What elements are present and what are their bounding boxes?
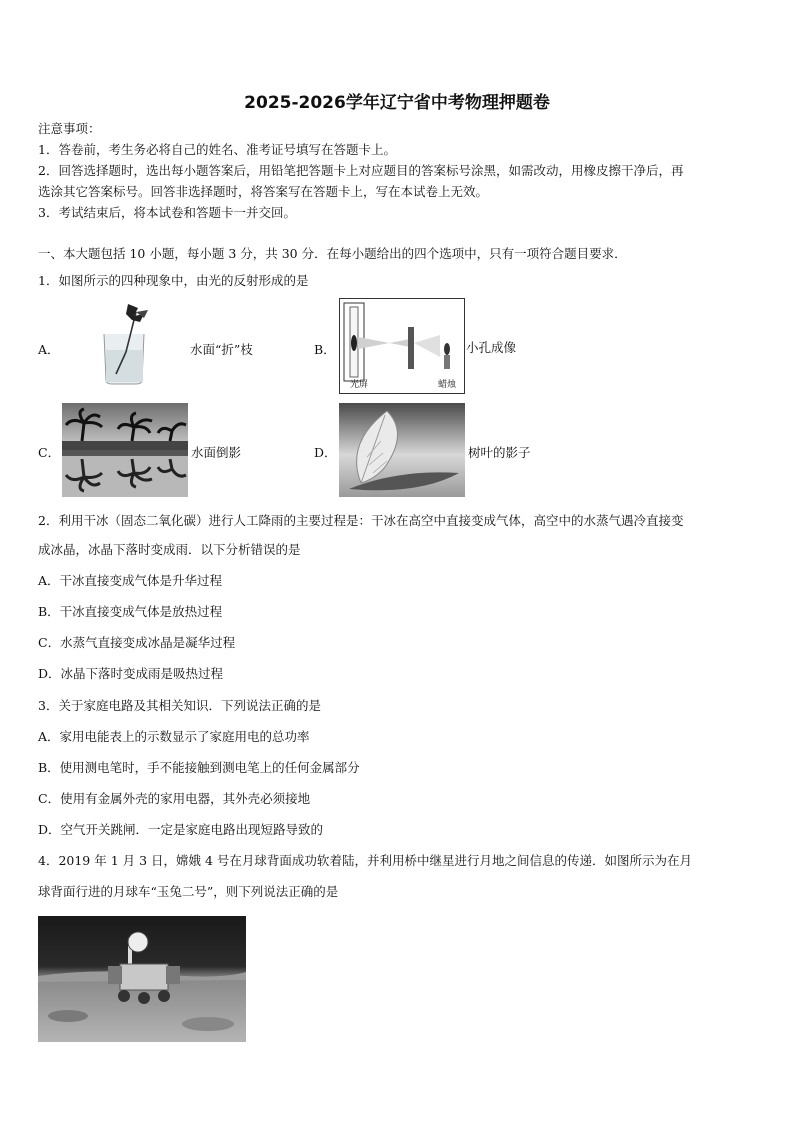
q2-option-d: D．冰晶下落时变成雨是吸热过程	[38, 666, 224, 681]
q3-option-d: D．空气开关跳闸．一定是家庭电路出现短路导致的	[38, 822, 324, 837]
q1-option-c-caption: 水面倒影	[191, 445, 242, 460]
q1-option-b-caption: 小孔成像	[466, 340, 517, 355]
q1-stem: 1．如图所示的四种现象中，由光的反射形成的是	[38, 273, 309, 288]
candle-label: 蜡烛	[438, 380, 457, 390]
leaf-shadow-icon	[339, 403, 465, 497]
q1-option-d-letter: D．	[314, 445, 337, 460]
q3-option-c: C．使用有金属外壳的家用电器，其外壳必须接地	[38, 791, 311, 806]
pinhole-camera-icon	[339, 298, 465, 394]
q3-option-a: A．家用电能表上的示数显示了家庭用电的总功率	[38, 729, 310, 744]
notice-item: 选涂其它答案标号。回答非选择题时，将答案写在答题卡上，写在本试卷上无效。	[38, 184, 489, 199]
notice-item: 1．答卷前，考生务必将自己的姓名、准考证号填写在答题卡上。	[38, 142, 396, 157]
q3-option-b: B．使用测电笔时，手不能接触到测电笔上的任何金属部分	[38, 760, 360, 775]
q1-option-d-caption: 树叶的影子	[468, 445, 531, 460]
q1-option-a-caption: 水面“折”枝	[190, 342, 253, 357]
section-heading: 一、本大题包括 10 小题，每小题 3 分，共 30 分．在每小题给出的四个选项中，只有一项符合题目要求．	[38, 246, 627, 261]
q4-stem: 球背面行进的月球车“玉兔二号”，则下列说法正确的是	[38, 884, 339, 899]
page-title: 2025-2026学年辽宁省中考物理押题卷	[244, 93, 550, 113]
q4-stem: 4．2019 年 1 月 3 日，嫦娥 4 号在月球背面成功软着陆，并利用桥中继星进行月地之间信息的传递．如图所示为在月	[38, 853, 692, 868]
q2-option-b: B．干冰直接变成气体是放热过程	[38, 604, 223, 619]
q2-option-c: C．水蒸气直接变成冰晶是凝华过程	[38, 635, 236, 650]
q2-option-a: A．干冰直接变成气体是升华过程	[38, 573, 223, 588]
lunar-rover-icon	[38, 916, 246, 1042]
notice-item: 2．回答选择题时，选出每小题答案后，用铅笔把答题卡上对应题目的答案标号涂黑，如需改动，用橡皮擦干净后，再	[38, 163, 684, 178]
q1-option-a-letter: A．	[38, 342, 60, 357]
q1-option-b-letter: B．	[314, 342, 336, 357]
notice-heading: 注意事项：	[38, 121, 101, 136]
notice-item: 3．考试结束后，将本试卷和答题卡一并交回。	[38, 205, 296, 220]
screen-label: 光屏	[350, 380, 369, 390]
q2-stem: 2．利用干冰（固态二氧化碳）进行人工降雨的主要过程是：干冰在高空中直接变成气体，高空中的水蒸气遇冷直接变	[38, 513, 684, 528]
branch-in-water-icon	[96, 300, 158, 386]
q1-option-c-letter: C．	[38, 445, 61, 460]
q3-stem: 3．关于家庭电路及其相关知识．下列说法正确的是	[38, 698, 321, 713]
water-reflection-icon	[62, 403, 188, 497]
q2-stem: 成冰晶，冰晶下落时变成雨．以下分析错误的是	[38, 542, 301, 557]
